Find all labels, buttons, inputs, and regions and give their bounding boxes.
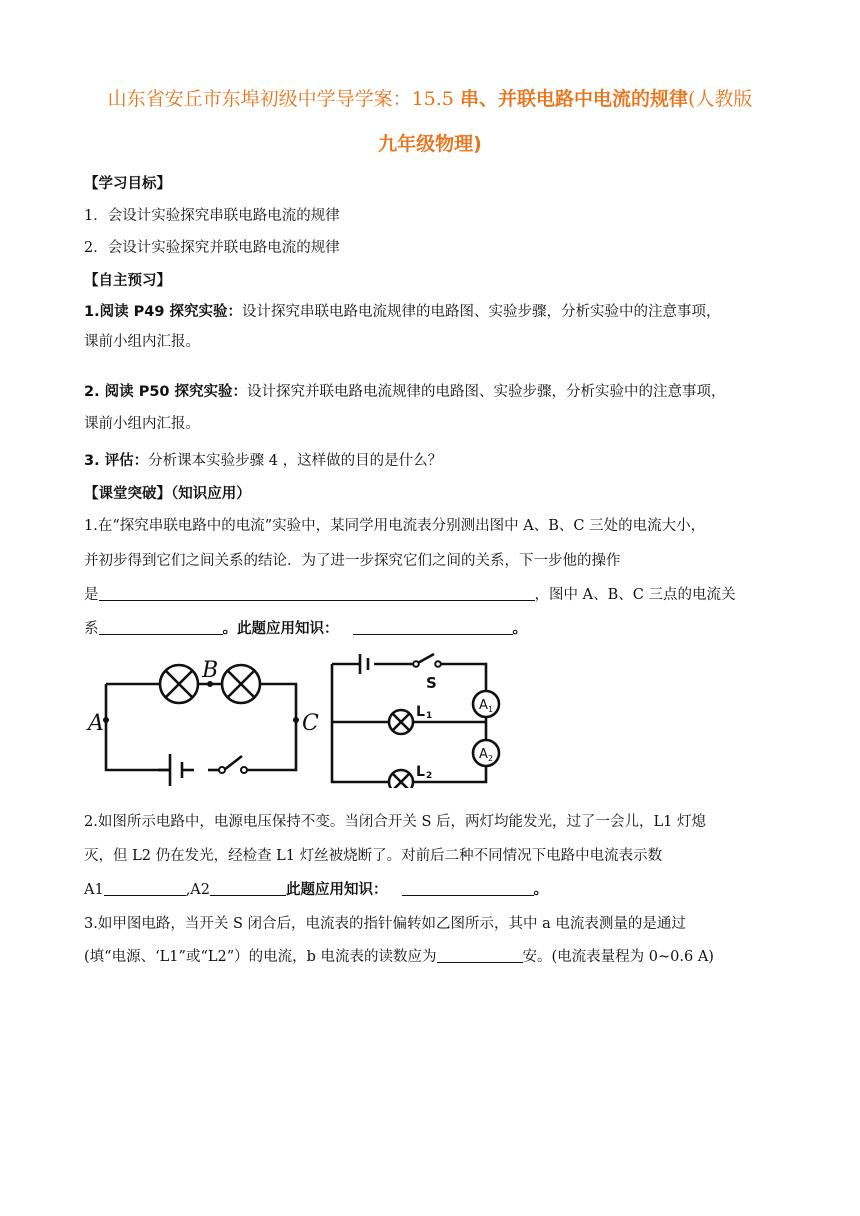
title-tail: (人教版: [687, 88, 753, 110]
label-a1: A: [479, 698, 488, 713]
classroom-heading-line: [84, 484, 774, 504]
classroom-heading: 【课堂突破】: [84, 486, 171, 502]
label-l1-sub: 1: [426, 711, 433, 721]
label-l2: L: [416, 764, 425, 780]
preview-q3-label: 3. 评估：: [84, 453, 149, 469]
problem1-line1: 1.在“探究串联电路中的电流”实验中，某同学用电流表分别测出图中 A、B、C 三处的电流大小，: [84, 518, 706, 534]
problem3-line2-end: 安。(电流表量程为 0~0.6 A): [522, 949, 714, 965]
answer-blank[interactable]: [99, 619, 223, 635]
answer-blank[interactable]: [104, 880, 186, 896]
label-l2-sub: 2: [426, 771, 433, 781]
title-grade: 九年级物理): [378, 133, 482, 155]
label-l1: L: [416, 704, 425, 720]
preview-q1-label: 1.阅读 P49 探究实验：: [84, 304, 242, 320]
goals-heading: 【学习目标】: [84, 176, 171, 192]
document-title-line1: [60, 86, 800, 112]
problem1-line3: [84, 585, 774, 605]
answer-blank[interactable]: [353, 619, 513, 635]
label-a1-sub: 1: [488, 705, 494, 714]
problem1-line4: [84, 619, 774, 639]
answer-blank[interactable]: [99, 585, 535, 601]
preview-q3-text: 分析课本实验步骤 4 ，这样做的目的是什么？: [148, 453, 443, 469]
series-circuit-figure: [84, 652, 324, 792]
document-title-line2: [60, 131, 800, 157]
answer-blank[interactable]: [402, 880, 534, 896]
classroom-heading-sub: （知识应用）: [171, 486, 251, 502]
problem1-period: 。: [512, 621, 527, 637]
problem3-line1: 3.如甲图电路，当开关 S 闭合后，电流表的指针偏转如乙图所示，其中 a 电流表测量的是通过: [84, 916, 686, 932]
problem2-a1-label: A1: [84, 882, 104, 898]
problem2-a2-label: ,A2: [185, 882, 211, 898]
title-prefix: 山东省安丘市东埠初级中学导学案：15.5: [107, 88, 460, 110]
problem2-period: 。: [533, 882, 549, 898]
goal-item: 2．会设计实验探究并联电路电流的规律: [84, 240, 340, 256]
preview-q2-cont: 课前小组内汇报。: [84, 416, 200, 432]
preview-q2-text: 设计探究并联电路电流规律的电路图、实验步骤，分析实验中的注意事项，: [247, 384, 726, 400]
label-a: A: [88, 711, 104, 736]
label-c: C: [302, 711, 319, 736]
lamp-icon: [389, 770, 413, 788]
preview-q2-label: 2. 阅读 P50 探究实验：: [84, 384, 248, 400]
problem1-knowledge-label: 。此题应用知识：: [222, 621, 339, 637]
problem2-line3: [84, 880, 774, 900]
label-switch: S: [426, 674, 437, 692]
title-topic: 串、并联电路中电流的规律: [459, 88, 688, 110]
preview-heading: 【自主预习】: [84, 273, 171, 289]
answer-blank[interactable]: [210, 880, 286, 896]
preview-q1-cont: 课前小组内汇报。: [84, 334, 200, 350]
problem2-line2: 灭，但 L2 仍在发光，经检查 L1 灯丝被烧断了。对前后二种不同情况下电路中电流表示数: [84, 848, 663, 864]
goal-item: 1．会设计实验探究串联电路电流的规律: [84, 208, 340, 224]
label-a2-sub: 2: [488, 754, 494, 763]
problem3-line2-start: (填“电源、‘L1”或“L2”）的电流，b 电流表的读数应为: [84, 949, 437, 965]
label-a2: A: [479, 747, 488, 762]
problem1-line3-start: 是: [84, 587, 99, 603]
preview-q2: [84, 382, 774, 402]
answer-blank[interactable]: [437, 947, 523, 963]
problem1-line4-start: 系: [84, 621, 99, 637]
problem2-knowledge-label: 此题应用知识：: [286, 882, 388, 898]
preview-q3: [84, 451, 774, 471]
problem2-line1: 2.如图所示电路中，电源电压保持不变。当闭合开关 S 后，两灯均能发光，过了一会儿，L1 灯熄: [84, 814, 706, 830]
parallel-circuit-figure: [322, 652, 522, 788]
preview-q1: [84, 302, 774, 322]
label-b: B: [202, 658, 219, 683]
problem3-line2: [84, 947, 774, 967]
problem1-line2: 并初步得到它们之间关系的结论．为了进一步探究它们之间的关系，下一步他的操作: [84, 553, 621, 569]
preview-q1-text: 设计探究串联电路电流规律的电路图、实验步骤，分析实验中的注意事项，: [242, 304, 721, 320]
problem1-line3-end: ，图中 A、B、C 三点的电流关: [534, 587, 736, 603]
